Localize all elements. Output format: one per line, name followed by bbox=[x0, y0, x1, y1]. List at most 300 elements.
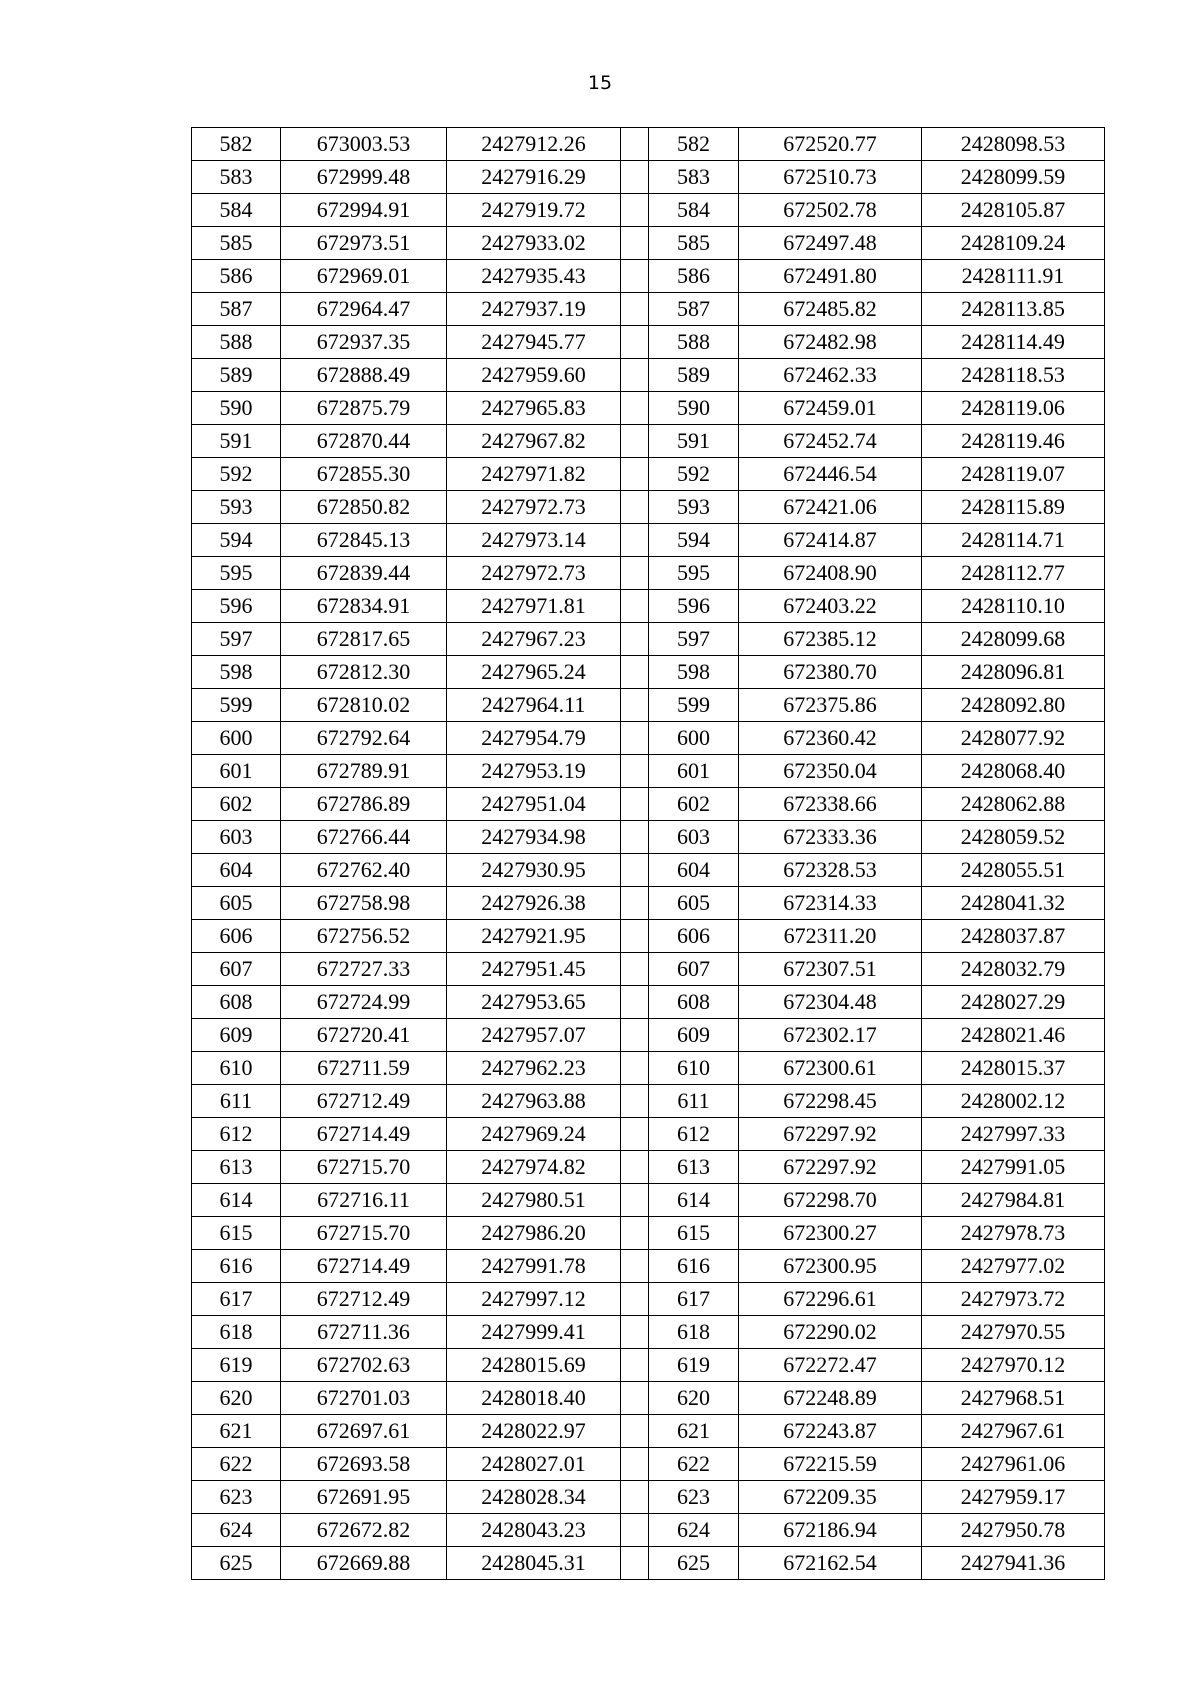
right-point-number-cell: 610 bbox=[649, 1052, 739, 1085]
right-point-number-cell: 588 bbox=[649, 326, 739, 359]
table-row bbox=[192, 821, 1105, 854]
right-y-coordinate-cell: 2427973.72 bbox=[922, 1283, 1105, 1316]
left-point-number-cell: 610 bbox=[192, 1052, 281, 1085]
left-point-number-cell: 599 bbox=[192, 689, 281, 722]
right-point-number-cell: 590 bbox=[649, 392, 739, 425]
table-row bbox=[192, 590, 1105, 623]
left-y-coordinate-cell: 2427957.07 bbox=[447, 1019, 621, 1052]
table-row bbox=[192, 1118, 1105, 1151]
right-y-coordinate-cell: 2427970.12 bbox=[922, 1349, 1105, 1382]
left-y-coordinate-cell: 2427934.98 bbox=[447, 821, 621, 854]
left-y-coordinate-cell: 2427991.78 bbox=[447, 1250, 621, 1283]
table-row bbox=[192, 1481, 1105, 1514]
left-x-coordinate-cell: 672702.63 bbox=[281, 1349, 447, 1382]
left-point-number-cell: 595 bbox=[192, 557, 281, 590]
table-row bbox=[192, 392, 1105, 425]
left-x-coordinate-cell: 672964.47 bbox=[281, 293, 447, 326]
left-x-coordinate-cell: 672870.44 bbox=[281, 425, 447, 458]
separator-cell bbox=[621, 920, 649, 953]
right-point-number-cell: 618 bbox=[649, 1316, 739, 1349]
left-point-number-cell: 598 bbox=[192, 656, 281, 689]
left-x-coordinate-cell: 672727.33 bbox=[281, 953, 447, 986]
right-point-number-cell: 614 bbox=[649, 1184, 739, 1217]
table-row bbox=[192, 1019, 1105, 1052]
left-y-coordinate-cell: 2427953.65 bbox=[447, 986, 621, 1019]
left-point-number-cell: 618 bbox=[192, 1316, 281, 1349]
left-y-coordinate-cell: 2427930.95 bbox=[447, 854, 621, 887]
right-point-number-cell: 598 bbox=[649, 656, 739, 689]
left-x-coordinate-cell: 672714.49 bbox=[281, 1250, 447, 1283]
left-x-coordinate-cell: 672817.65 bbox=[281, 623, 447, 656]
separator-cell bbox=[621, 1415, 649, 1448]
right-y-coordinate-cell: 2428098.53 bbox=[922, 128, 1105, 161]
left-y-coordinate-cell: 2427919.72 bbox=[447, 194, 621, 227]
right-point-number-cell: 591 bbox=[649, 425, 739, 458]
separator-cell bbox=[621, 755, 649, 788]
right-y-coordinate-cell: 2427961.06 bbox=[922, 1448, 1105, 1481]
table-row bbox=[192, 1085, 1105, 1118]
left-point-number-cell: 584 bbox=[192, 194, 281, 227]
left-point-number-cell: 606 bbox=[192, 920, 281, 953]
right-y-coordinate-cell: 2428002.12 bbox=[922, 1085, 1105, 1118]
left-point-number-cell: 622 bbox=[192, 1448, 281, 1481]
left-y-coordinate-cell: 2427973.14 bbox=[447, 524, 621, 557]
table-row bbox=[192, 161, 1105, 194]
left-x-coordinate-cell: 672697.61 bbox=[281, 1415, 447, 1448]
separator-cell bbox=[621, 656, 649, 689]
right-point-number-cell: 615 bbox=[649, 1217, 739, 1250]
separator-cell bbox=[621, 1085, 649, 1118]
right-y-coordinate-cell: 2427967.61 bbox=[922, 1415, 1105, 1448]
right-x-coordinate-cell: 672302.17 bbox=[739, 1019, 922, 1052]
table-row bbox=[192, 326, 1105, 359]
right-y-coordinate-cell: 2428041.32 bbox=[922, 887, 1105, 920]
right-y-coordinate-cell: 2428119.07 bbox=[922, 458, 1105, 491]
right-y-coordinate-cell: 2428105.87 bbox=[922, 194, 1105, 227]
right-point-number-cell: 611 bbox=[649, 1085, 739, 1118]
left-point-number-cell: 613 bbox=[192, 1151, 281, 1184]
right-y-coordinate-cell: 2428027.29 bbox=[922, 986, 1105, 1019]
right-x-coordinate-cell: 672209.35 bbox=[739, 1481, 922, 1514]
table-row bbox=[192, 1217, 1105, 1250]
right-x-coordinate-cell: 672446.54 bbox=[739, 458, 922, 491]
right-x-coordinate-cell: 672510.73 bbox=[739, 161, 922, 194]
right-y-coordinate-cell: 2427991.05 bbox=[922, 1151, 1105, 1184]
right-y-coordinate-cell: 2428099.59 bbox=[922, 161, 1105, 194]
left-x-coordinate-cell: 672839.44 bbox=[281, 557, 447, 590]
left-x-coordinate-cell: 672712.49 bbox=[281, 1283, 447, 1316]
left-x-coordinate-cell: 672834.91 bbox=[281, 590, 447, 623]
left-y-coordinate-cell: 2428043.23 bbox=[447, 1514, 621, 1547]
left-x-coordinate-cell: 672716.11 bbox=[281, 1184, 447, 1217]
left-y-coordinate-cell: 2427986.20 bbox=[447, 1217, 621, 1250]
left-x-coordinate-cell: 672994.91 bbox=[281, 194, 447, 227]
left-y-coordinate-cell: 2427974.82 bbox=[447, 1151, 621, 1184]
right-y-coordinate-cell: 2428015.37 bbox=[922, 1052, 1105, 1085]
table-row bbox=[192, 1448, 1105, 1481]
left-point-number-cell: 619 bbox=[192, 1349, 281, 1382]
right-x-coordinate-cell: 672297.92 bbox=[739, 1151, 922, 1184]
right-point-number-cell: 595 bbox=[649, 557, 739, 590]
left-y-coordinate-cell: 2428027.01 bbox=[447, 1448, 621, 1481]
right-point-number-cell: 585 bbox=[649, 227, 739, 260]
right-point-number-cell: 586 bbox=[649, 260, 739, 293]
left-y-coordinate-cell: 2428018.40 bbox=[447, 1382, 621, 1415]
separator-cell bbox=[621, 194, 649, 227]
left-x-coordinate-cell: 672758.98 bbox=[281, 887, 447, 920]
right-x-coordinate-cell: 672304.48 bbox=[739, 986, 922, 1019]
right-x-coordinate-cell: 672485.82 bbox=[739, 293, 922, 326]
right-y-coordinate-cell: 2427977.02 bbox=[922, 1250, 1105, 1283]
left-x-coordinate-cell: 672937.35 bbox=[281, 326, 447, 359]
table-row bbox=[192, 1514, 1105, 1547]
right-y-coordinate-cell: 2428114.49 bbox=[922, 326, 1105, 359]
right-x-coordinate-cell: 672272.47 bbox=[739, 1349, 922, 1382]
right-y-coordinate-cell: 2428112.77 bbox=[922, 557, 1105, 590]
right-x-coordinate-cell: 672186.94 bbox=[739, 1514, 922, 1547]
separator-cell bbox=[621, 1316, 649, 1349]
separator-cell bbox=[621, 1283, 649, 1316]
left-point-number-cell: 588 bbox=[192, 326, 281, 359]
left-y-coordinate-cell: 2428015.69 bbox=[447, 1349, 621, 1382]
left-y-coordinate-cell: 2427963.88 bbox=[447, 1085, 621, 1118]
left-y-coordinate-cell: 2428045.31 bbox=[447, 1547, 621, 1580]
right-x-coordinate-cell: 672297.92 bbox=[739, 1118, 922, 1151]
left-x-coordinate-cell: 672850.82 bbox=[281, 491, 447, 524]
separator-cell bbox=[621, 557, 649, 590]
right-point-number-cell: 596 bbox=[649, 590, 739, 623]
left-y-coordinate-cell: 2427972.73 bbox=[447, 557, 621, 590]
right-y-coordinate-cell: 2428096.81 bbox=[922, 656, 1105, 689]
table-row bbox=[192, 1415, 1105, 1448]
left-point-number-cell: 604 bbox=[192, 854, 281, 887]
right-x-coordinate-cell: 672360.42 bbox=[739, 722, 922, 755]
left-x-coordinate-cell: 672875.79 bbox=[281, 392, 447, 425]
right-point-number-cell: 620 bbox=[649, 1382, 739, 1415]
left-point-number-cell: 587 bbox=[192, 293, 281, 326]
right-point-number-cell: 602 bbox=[649, 788, 739, 821]
separator-cell bbox=[621, 260, 649, 293]
left-x-coordinate-cell: 673003.53 bbox=[281, 128, 447, 161]
table-row bbox=[192, 359, 1105, 392]
separator-cell bbox=[621, 821, 649, 854]
right-x-coordinate-cell: 672403.22 bbox=[739, 590, 922, 623]
left-point-number-cell: 614 bbox=[192, 1184, 281, 1217]
left-x-coordinate-cell: 672724.99 bbox=[281, 986, 447, 1019]
left-y-coordinate-cell: 2427959.60 bbox=[447, 359, 621, 392]
right-point-number-cell: 601 bbox=[649, 755, 739, 788]
right-x-coordinate-cell: 672296.61 bbox=[739, 1283, 922, 1316]
right-x-coordinate-cell: 672462.33 bbox=[739, 359, 922, 392]
left-y-coordinate-cell: 2427937.19 bbox=[447, 293, 621, 326]
right-y-coordinate-cell: 2428114.71 bbox=[922, 524, 1105, 557]
right-y-coordinate-cell: 2428092.80 bbox=[922, 689, 1105, 722]
right-point-number-cell: 624 bbox=[649, 1514, 739, 1547]
right-point-number-cell: 603 bbox=[649, 821, 739, 854]
table-row bbox=[192, 128, 1105, 161]
right-x-coordinate-cell: 672162.54 bbox=[739, 1547, 922, 1580]
left-y-coordinate-cell: 2427953.19 bbox=[447, 755, 621, 788]
left-y-coordinate-cell: 2427971.81 bbox=[447, 590, 621, 623]
right-x-coordinate-cell: 672328.53 bbox=[739, 854, 922, 887]
separator-cell bbox=[621, 788, 649, 821]
left-x-coordinate-cell: 672999.48 bbox=[281, 161, 447, 194]
left-x-coordinate-cell: 672711.59 bbox=[281, 1052, 447, 1085]
right-x-coordinate-cell: 672385.12 bbox=[739, 623, 922, 656]
table-row bbox=[192, 1349, 1105, 1382]
left-point-number-cell: 583 bbox=[192, 161, 281, 194]
right-y-coordinate-cell: 2428032.79 bbox=[922, 953, 1105, 986]
right-point-number-cell: 606 bbox=[649, 920, 739, 953]
right-y-coordinate-cell: 2428099.68 bbox=[922, 623, 1105, 656]
table-row bbox=[192, 293, 1105, 326]
right-y-coordinate-cell: 2428115.89 bbox=[922, 491, 1105, 524]
right-point-number-cell: 608 bbox=[649, 986, 739, 1019]
right-x-coordinate-cell: 672491.80 bbox=[739, 260, 922, 293]
separator-cell bbox=[621, 1349, 649, 1382]
right-point-number-cell: 623 bbox=[649, 1481, 739, 1514]
left-x-coordinate-cell: 672720.41 bbox=[281, 1019, 447, 1052]
table-row bbox=[192, 887, 1105, 920]
left-y-coordinate-cell: 2427964.11 bbox=[447, 689, 621, 722]
right-x-coordinate-cell: 672298.70 bbox=[739, 1184, 922, 1217]
separator-cell bbox=[621, 1052, 649, 1085]
right-x-coordinate-cell: 672520.77 bbox=[739, 128, 922, 161]
separator-cell bbox=[621, 689, 649, 722]
separator-cell bbox=[621, 425, 649, 458]
right-point-number-cell: 584 bbox=[649, 194, 739, 227]
left-point-number-cell: 621 bbox=[192, 1415, 281, 1448]
right-y-coordinate-cell: 2428109.24 bbox=[922, 227, 1105, 260]
left-point-number-cell: 596 bbox=[192, 590, 281, 623]
left-point-number-cell: 608 bbox=[192, 986, 281, 1019]
right-y-coordinate-cell: 2428113.85 bbox=[922, 293, 1105, 326]
right-y-coordinate-cell: 2427970.55 bbox=[922, 1316, 1105, 1349]
left-point-number-cell: 617 bbox=[192, 1283, 281, 1316]
separator-cell bbox=[621, 1514, 649, 1547]
left-y-coordinate-cell: 2427972.73 bbox=[447, 491, 621, 524]
left-x-coordinate-cell: 672789.91 bbox=[281, 755, 447, 788]
right-x-coordinate-cell: 672314.33 bbox=[739, 887, 922, 920]
right-point-number-cell: 604 bbox=[649, 854, 739, 887]
coordinates-table-body bbox=[192, 128, 1105, 1580]
left-y-coordinate-cell: 2427933.02 bbox=[447, 227, 621, 260]
table-row bbox=[192, 557, 1105, 590]
left-point-number-cell: 616 bbox=[192, 1250, 281, 1283]
table-row bbox=[192, 722, 1105, 755]
right-y-coordinate-cell: 2428037.87 bbox=[922, 920, 1105, 953]
table-row bbox=[192, 1283, 1105, 1316]
right-x-coordinate-cell: 672459.01 bbox=[739, 392, 922, 425]
right-point-number-cell: 582 bbox=[649, 128, 739, 161]
right-point-number-cell: 621 bbox=[649, 1415, 739, 1448]
table-row bbox=[192, 260, 1105, 293]
separator-cell bbox=[621, 227, 649, 260]
right-y-coordinate-cell: 2427968.51 bbox=[922, 1382, 1105, 1415]
right-point-number-cell: 612 bbox=[649, 1118, 739, 1151]
left-point-number-cell: 603 bbox=[192, 821, 281, 854]
left-point-number-cell: 601 bbox=[192, 755, 281, 788]
right-y-coordinate-cell: 2428077.92 bbox=[922, 722, 1105, 755]
right-y-coordinate-cell: 2428068.40 bbox=[922, 755, 1105, 788]
right-x-coordinate-cell: 672452.74 bbox=[739, 425, 922, 458]
right-x-coordinate-cell: 672300.61 bbox=[739, 1052, 922, 1085]
left-point-number-cell: 602 bbox=[192, 788, 281, 821]
separator-cell bbox=[621, 1448, 649, 1481]
left-y-coordinate-cell: 2427951.04 bbox=[447, 788, 621, 821]
right-y-coordinate-cell: 2427997.33 bbox=[922, 1118, 1105, 1151]
right-x-coordinate-cell: 672300.95 bbox=[739, 1250, 922, 1283]
left-point-number-cell: 591 bbox=[192, 425, 281, 458]
right-y-coordinate-cell: 2427950.78 bbox=[922, 1514, 1105, 1547]
left-point-number-cell: 590 bbox=[192, 392, 281, 425]
table-row bbox=[192, 227, 1105, 260]
left-point-number-cell: 612 bbox=[192, 1118, 281, 1151]
right-point-number-cell: 589 bbox=[649, 359, 739, 392]
separator-cell bbox=[621, 953, 649, 986]
right-point-number-cell: 583 bbox=[649, 161, 739, 194]
left-point-number-cell: 623 bbox=[192, 1481, 281, 1514]
left-point-number-cell: 586 bbox=[192, 260, 281, 293]
table-row bbox=[192, 623, 1105, 656]
separator-cell bbox=[621, 854, 649, 887]
table-row bbox=[192, 458, 1105, 491]
left-x-coordinate-cell: 672701.03 bbox=[281, 1382, 447, 1415]
table-row bbox=[192, 1151, 1105, 1184]
left-y-coordinate-cell: 2427951.45 bbox=[447, 953, 621, 986]
right-y-coordinate-cell: 2427959.17 bbox=[922, 1481, 1105, 1514]
left-x-coordinate-cell: 672845.13 bbox=[281, 524, 447, 557]
right-y-coordinate-cell: 2427941.36 bbox=[922, 1547, 1105, 1580]
right-x-coordinate-cell: 672215.59 bbox=[739, 1448, 922, 1481]
left-y-coordinate-cell: 2427980.51 bbox=[447, 1184, 621, 1217]
left-x-coordinate-cell: 672888.49 bbox=[281, 359, 447, 392]
table-row bbox=[192, 194, 1105, 227]
right-y-coordinate-cell: 2427984.81 bbox=[922, 1184, 1105, 1217]
right-x-coordinate-cell: 672338.66 bbox=[739, 788, 922, 821]
left-x-coordinate-cell: 672810.02 bbox=[281, 689, 447, 722]
left-x-coordinate-cell: 672762.40 bbox=[281, 854, 447, 887]
table-row bbox=[192, 1547, 1105, 1580]
right-y-coordinate-cell: 2428021.46 bbox=[922, 1019, 1105, 1052]
table-row bbox=[192, 1250, 1105, 1283]
table-row bbox=[192, 491, 1105, 524]
right-point-number-cell: 619 bbox=[649, 1349, 739, 1382]
left-y-coordinate-cell: 2427965.83 bbox=[447, 392, 621, 425]
right-point-number-cell: 594 bbox=[649, 524, 739, 557]
left-x-coordinate-cell: 672766.44 bbox=[281, 821, 447, 854]
left-y-coordinate-cell: 2427967.23 bbox=[447, 623, 621, 656]
right-x-coordinate-cell: 672380.70 bbox=[739, 656, 922, 689]
right-point-number-cell: 607 bbox=[649, 953, 739, 986]
right-y-coordinate-cell: 2428059.52 bbox=[922, 821, 1105, 854]
left-y-coordinate-cell: 2427912.26 bbox=[447, 128, 621, 161]
coordinates-table bbox=[191, 127, 1105, 1580]
right-x-coordinate-cell: 672243.87 bbox=[739, 1415, 922, 1448]
left-y-coordinate-cell: 2427954.79 bbox=[447, 722, 621, 755]
left-point-number-cell: 611 bbox=[192, 1085, 281, 1118]
right-x-coordinate-cell: 672375.86 bbox=[739, 689, 922, 722]
left-x-coordinate-cell: 672691.95 bbox=[281, 1481, 447, 1514]
separator-cell bbox=[621, 1019, 649, 1052]
left-x-coordinate-cell: 672669.88 bbox=[281, 1547, 447, 1580]
table-row bbox=[192, 986, 1105, 1019]
left-x-coordinate-cell: 672715.70 bbox=[281, 1217, 447, 1250]
separator-cell bbox=[621, 1382, 649, 1415]
right-y-coordinate-cell: 2428055.51 bbox=[922, 854, 1105, 887]
right-x-coordinate-cell: 672300.27 bbox=[739, 1217, 922, 1250]
left-y-coordinate-cell: 2427971.82 bbox=[447, 458, 621, 491]
left-point-number-cell: 625 bbox=[192, 1547, 281, 1580]
left-y-coordinate-cell: 2427969.24 bbox=[447, 1118, 621, 1151]
left-point-number-cell: 615 bbox=[192, 1217, 281, 1250]
right-x-coordinate-cell: 672298.45 bbox=[739, 1085, 922, 1118]
separator-cell bbox=[621, 326, 649, 359]
left-x-coordinate-cell: 672792.64 bbox=[281, 722, 447, 755]
left-x-coordinate-cell: 672812.30 bbox=[281, 656, 447, 689]
left-point-number-cell: 594 bbox=[192, 524, 281, 557]
table-row bbox=[192, 689, 1105, 722]
right-point-number-cell: 592 bbox=[649, 458, 739, 491]
left-point-number-cell: 582 bbox=[192, 128, 281, 161]
left-x-coordinate-cell: 672969.01 bbox=[281, 260, 447, 293]
left-point-number-cell: 609 bbox=[192, 1019, 281, 1052]
left-x-coordinate-cell: 672786.89 bbox=[281, 788, 447, 821]
left-y-coordinate-cell: 2428022.97 bbox=[447, 1415, 621, 1448]
right-point-number-cell: 617 bbox=[649, 1283, 739, 1316]
separator-cell bbox=[621, 887, 649, 920]
separator-cell bbox=[621, 986, 649, 1019]
right-y-coordinate-cell: 2428111.91 bbox=[922, 260, 1105, 293]
separator-cell bbox=[621, 1547, 649, 1580]
left-y-coordinate-cell: 2427916.29 bbox=[447, 161, 621, 194]
page-number: 15 bbox=[587, 72, 613, 94]
separator-cell bbox=[621, 623, 649, 656]
right-x-coordinate-cell: 672311.20 bbox=[739, 920, 922, 953]
separator-cell bbox=[621, 458, 649, 491]
right-y-coordinate-cell: 2427978.73 bbox=[922, 1217, 1105, 1250]
left-point-number-cell: 589 bbox=[192, 359, 281, 392]
separator-cell bbox=[621, 1184, 649, 1217]
right-y-coordinate-cell: 2428110.10 bbox=[922, 590, 1105, 623]
right-y-coordinate-cell: 2428118.53 bbox=[922, 359, 1105, 392]
right-x-coordinate-cell: 672421.06 bbox=[739, 491, 922, 524]
right-point-number-cell: 622 bbox=[649, 1448, 739, 1481]
right-y-coordinate-cell: 2428062.88 bbox=[922, 788, 1105, 821]
left-x-coordinate-cell: 672855.30 bbox=[281, 458, 447, 491]
separator-cell bbox=[621, 161, 649, 194]
right-point-number-cell: 599 bbox=[649, 689, 739, 722]
right-x-coordinate-cell: 672333.36 bbox=[739, 821, 922, 854]
left-y-coordinate-cell: 2428028.34 bbox=[447, 1481, 621, 1514]
left-x-coordinate-cell: 672712.49 bbox=[281, 1085, 447, 1118]
table-row bbox=[192, 524, 1105, 557]
left-y-coordinate-cell: 2427965.24 bbox=[447, 656, 621, 689]
left-x-coordinate-cell: 672693.58 bbox=[281, 1448, 447, 1481]
separator-cell bbox=[621, 359, 649, 392]
left-y-coordinate-cell: 2427921.95 bbox=[447, 920, 621, 953]
table-row bbox=[192, 425, 1105, 458]
left-y-coordinate-cell: 2427945.77 bbox=[447, 326, 621, 359]
right-point-number-cell: 600 bbox=[649, 722, 739, 755]
right-point-number-cell: 605 bbox=[649, 887, 739, 920]
right-x-coordinate-cell: 672502.78 bbox=[739, 194, 922, 227]
right-y-coordinate-cell: 2428119.06 bbox=[922, 392, 1105, 425]
right-point-number-cell: 593 bbox=[649, 491, 739, 524]
right-x-coordinate-cell: 672408.90 bbox=[739, 557, 922, 590]
right-point-number-cell: 616 bbox=[649, 1250, 739, 1283]
separator-cell bbox=[621, 1118, 649, 1151]
